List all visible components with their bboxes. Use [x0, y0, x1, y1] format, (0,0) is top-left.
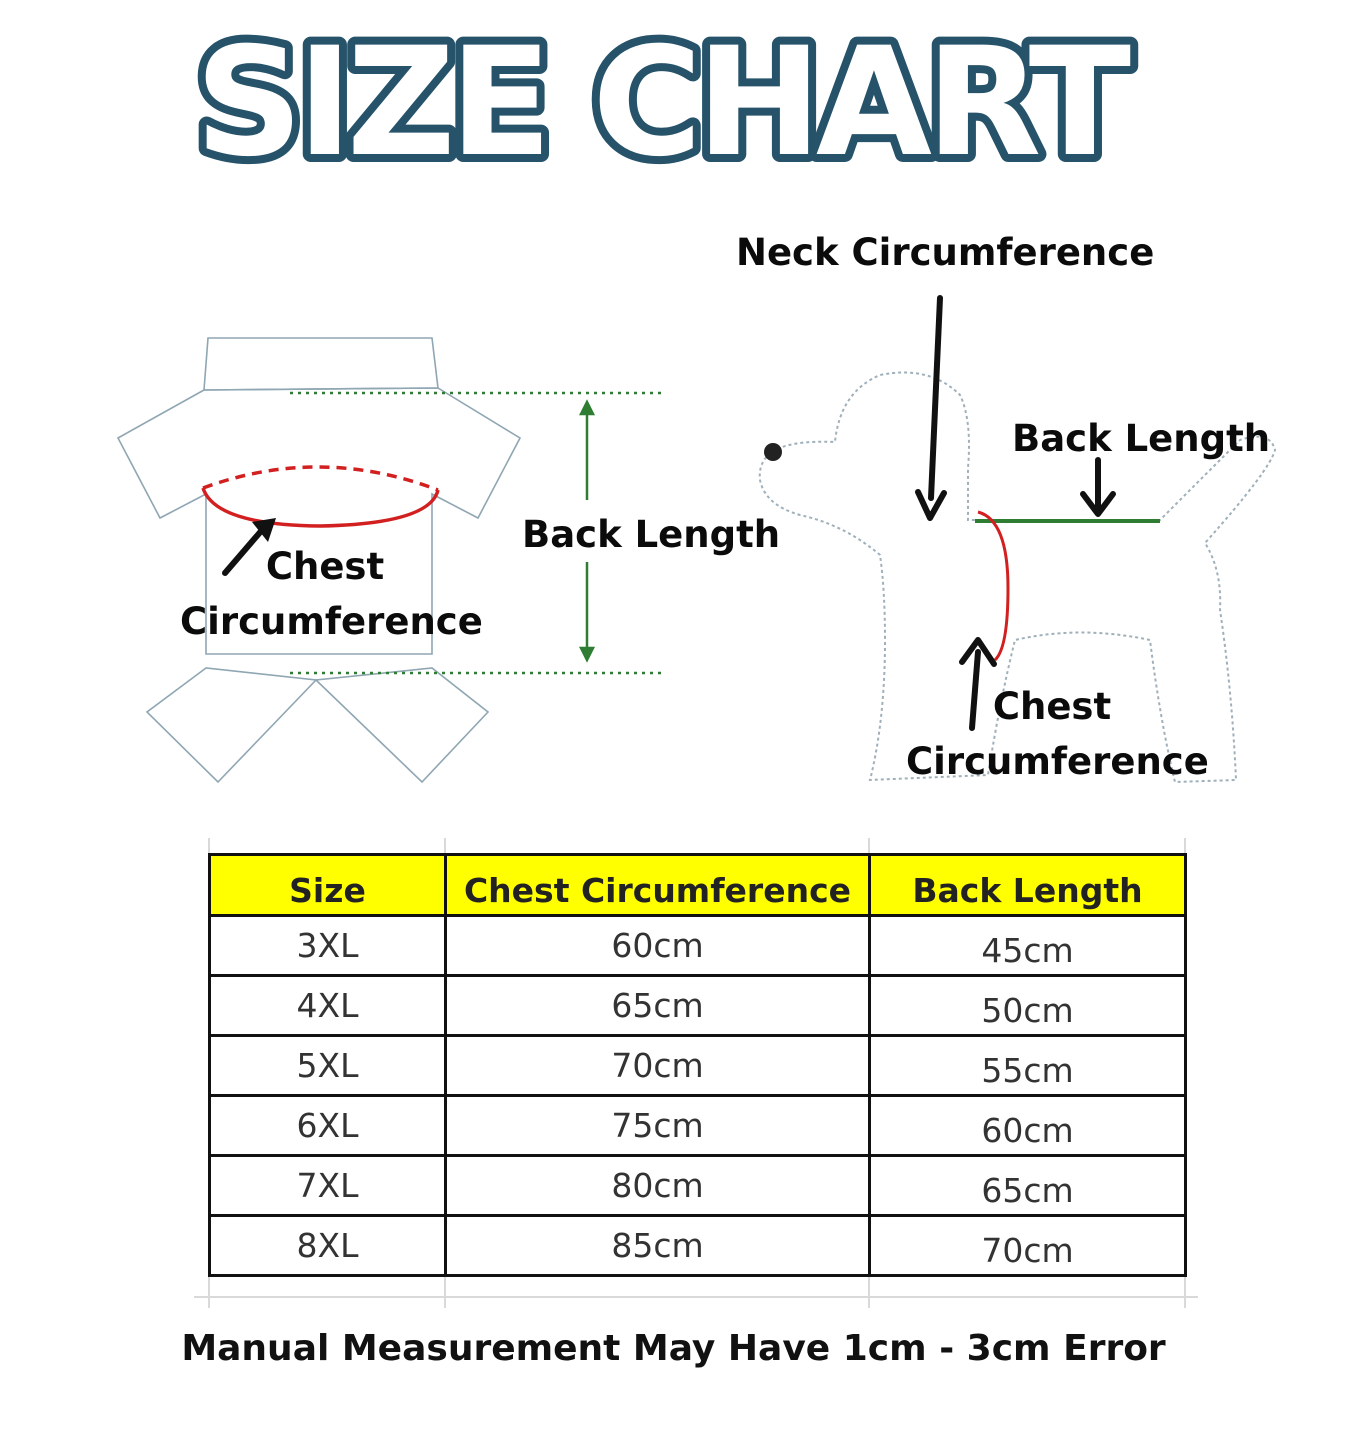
cell-back-length: 65cm	[870, 1156, 1186, 1216]
table-row	[210, 1156, 1186, 1216]
cell-chest: 75cm	[446, 1096, 870, 1156]
dog-nose	[764, 443, 782, 461]
cell-chest: 60cm	[446, 916, 870, 976]
cell-size: 5XL	[210, 1036, 446, 1096]
page-title	[0, 22, 1347, 182]
cell-back-length: 60cm	[870, 1096, 1186, 1156]
cell-chest: 70cm	[446, 1036, 870, 1096]
table-row	[210, 916, 1186, 976]
cell-size: 6XL	[210, 1096, 446, 1156]
table-header-row	[210, 855, 1186, 916]
cell-chest: 65cm	[446, 976, 870, 1036]
garment-leg-right	[316, 668, 488, 782]
garment-collar	[204, 338, 438, 390]
dog-chest-label-line1: Chest	[992, 685, 1112, 728]
garment-chest-label-line1: Chest	[265, 545, 385, 588]
garment-leg-left	[147, 668, 316, 782]
cell-back-length: 55cm	[870, 1036, 1186, 1096]
grid-line	[194, 1296, 1198, 1298]
dog-neck-label: Neck Circumference	[736, 231, 1155, 274]
title-graphic	[0, 22, 1347, 182]
measurement-diagram	[0, 200, 1347, 820]
header-back-length: Back Length	[870, 855, 1186, 916]
garment-back-length-label: Back Length	[522, 513, 781, 556]
title-text: SIZE CHART	[194, 22, 1126, 182]
table-row	[210, 1036, 1186, 1096]
header-chest-circumference: Chest Circumference	[446, 855, 870, 916]
cell-size: 8XL	[210, 1216, 446, 1276]
dog-chest-label-line2: Circumference	[906, 740, 1209, 783]
table-row	[210, 1096, 1186, 1156]
table-row	[210, 976, 1186, 1036]
cell-back-length: 50cm	[870, 976, 1186, 1036]
cell-size: 4XL	[210, 976, 446, 1036]
cell-chest: 85cm	[446, 1216, 870, 1276]
dog-chest-loop	[978, 512, 1008, 660]
garment-chest-ellipse	[203, 467, 438, 526]
header-size: Size	[210, 855, 446, 916]
measurement-error-note: Manual Measurement May Have 1cm - 3cm Error	[181, 1328, 1166, 1369]
dog-neck-arrow	[918, 298, 944, 518]
size-table	[208, 853, 1187, 1277]
cell-back-length: 70cm	[870, 1216, 1186, 1276]
cell-chest: 80cm	[446, 1156, 870, 1216]
cell-back-length: 45cm	[870, 916, 1186, 976]
diagram-illustration	[0, 200, 1347, 820]
cell-size: 3XL	[210, 916, 446, 976]
cell-size: 7XL	[210, 1156, 446, 1216]
table-row	[210, 1216, 1186, 1276]
dog-back-length-label: Back Length	[1012, 417, 1271, 460]
garment-chest-label-line2: Circumference	[180, 600, 483, 643]
dog-back-length-arrow	[1083, 460, 1113, 514]
